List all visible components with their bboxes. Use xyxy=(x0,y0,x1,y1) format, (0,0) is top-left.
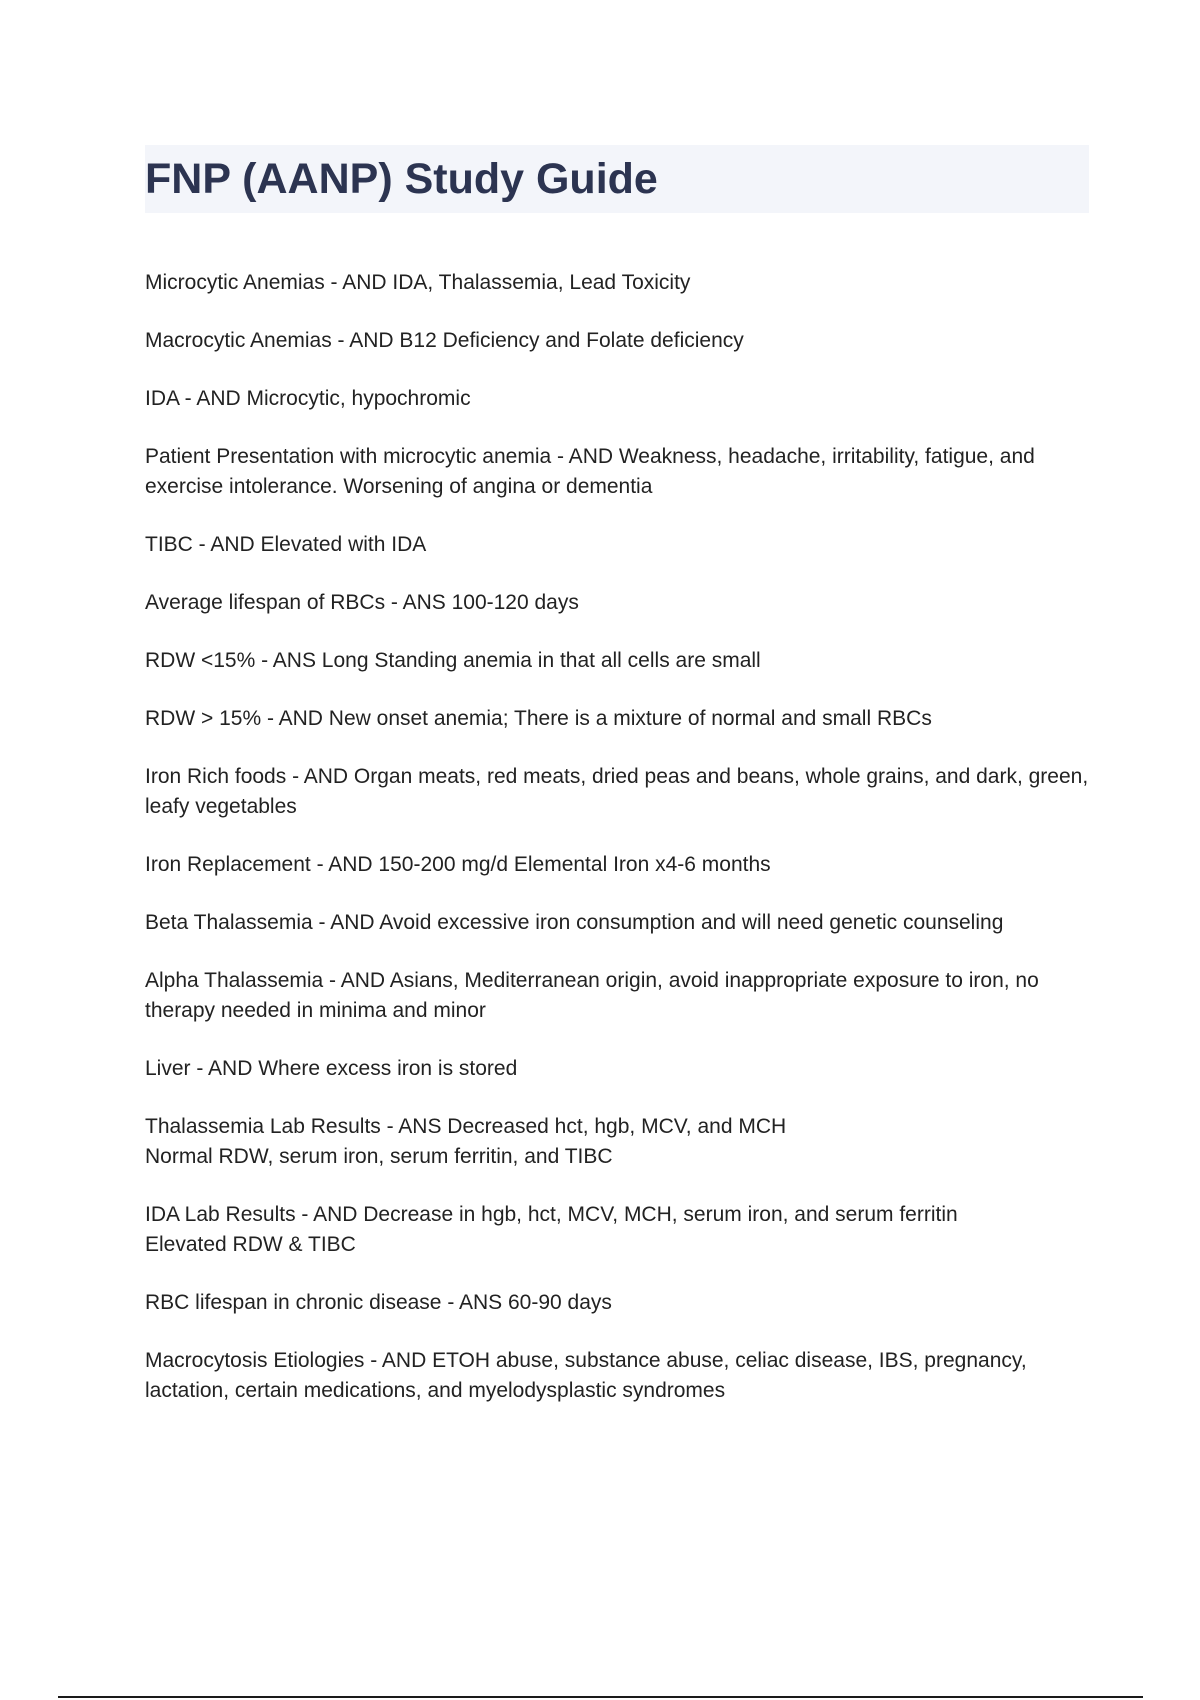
study-entry: IDA - AND Microcytic, hypochromic xyxy=(145,387,471,410)
page-title: FNP (AANP) Study Guide xyxy=(145,155,658,203)
study-entry: Beta Thalassemia - AND Avoid excessive iron consumption and will need genetic counseling xyxy=(145,911,1004,934)
study-entry: IDA Lab Results - AND Decrease in hgb, hct, MCV, MCH, serum iron, and serum ferritin Elevated RDW & TIBC xyxy=(145,1203,958,1256)
study-entries-list xyxy=(145,268,1089,1434)
study-entry: Patient Presentation with microcytic anemia - AND Weakness, headache, irritability, fatigue, and exercise intolerance. Worsening of angina or dementia xyxy=(145,445,1035,498)
title-band xyxy=(145,145,1089,213)
study-entry: RBC lifespan in chronic disease - ANS 60-90 days xyxy=(145,1291,612,1314)
study-entry: Iron Rich foods - AND Organ meats, red meats, dried peas and beans, whole grains, and dark, green, leafy vegetables xyxy=(145,765,1089,818)
study-entry: Microcytic Anemias - AND IDA, Thalassemia, Lead Toxicity xyxy=(145,271,691,294)
study-entry: RDW <15% - ANS Long Standing anemia in that all cells are small xyxy=(145,649,761,672)
study-entry: Alpha Thalassemia - AND Asians, Mediterranean origin, avoid inappropriate exposure to iron, no therapy needed in minima and minor xyxy=(145,969,1039,1022)
study-entry: Iron Replacement - AND 150-200 mg/d Elemental Iron x4-6 months xyxy=(145,853,771,876)
footer-rule xyxy=(58,1696,1143,1698)
study-entry: Liver - AND Where excess iron is stored xyxy=(145,1057,518,1080)
study-entry: Macrocytic Anemias - AND B12 Deficiency and Folate deficiency xyxy=(145,329,744,352)
study-entry: Average lifespan of RBCs - ANS 100-120 days xyxy=(145,591,579,614)
study-entry: TIBC - AND Elevated with IDA xyxy=(145,533,427,556)
study-entry: Thalassemia Lab Results - ANS Decreased hct, hgb, MCV, and MCH Normal RDW, serum iron, serum ferritin, and TIBC xyxy=(145,1115,787,1168)
study-entry: Macrocytosis Etiologies - AND ETOH abuse, substance abuse, celiac disease, IBS, pregnancy, lactation, certain medications, and myelodysplastic syndromes xyxy=(145,1349,1027,1402)
study-entry: RDW > 15% - AND New onset anemia; There is a mixture of normal and small RBCs xyxy=(145,707,932,730)
